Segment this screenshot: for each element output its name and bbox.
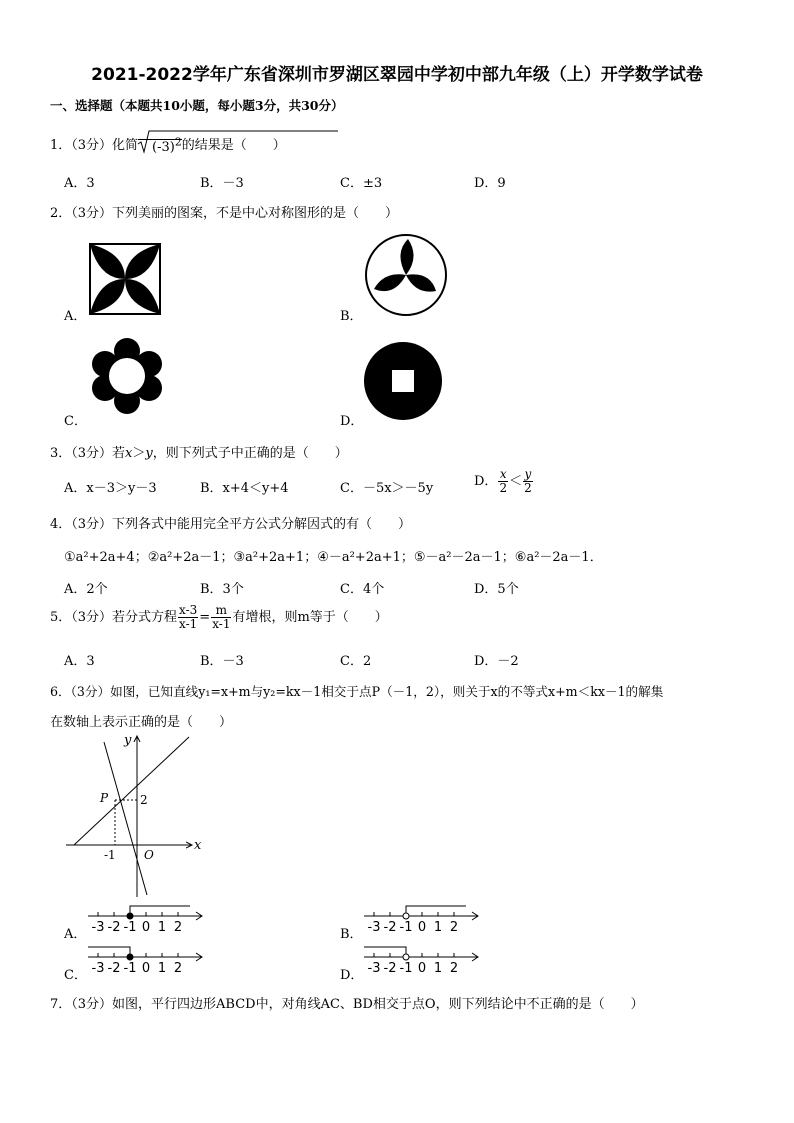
question-2: 2．（3分）下列美丽的图案，不是中心对称图形的是（ ）: [50, 206, 399, 221]
label-two: 2: [140, 793, 148, 807]
q2-option-b: B．: [340, 309, 363, 324]
label-x: x: [194, 838, 202, 853]
figure-a-four-petals: [89, 243, 161, 315]
q1-option-d: D．9: [474, 176, 506, 191]
solution-ray: [364, 947, 406, 957]
question-7: 7．（3分）如图，平行四边形ABCD中，对角线AC、BD相交于点O，则下列结论中不正确的是（ ）: [50, 997, 644, 1012]
question-6-line2: 在数轴上表示正确的是（ ）: [50, 715, 233, 730]
q4-option-d: D．5个: [474, 582, 519, 597]
q1-option-c: C．±3: [340, 176, 383, 191]
endpoint-dot: [127, 913, 133, 919]
question-5: [50, 604, 388, 631]
q6-option-c: C．: [64, 968, 87, 983]
frac-den: x-1: [212, 617, 231, 631]
q4-option-b: B．3个: [200, 582, 244, 597]
question-1: [50, 134, 286, 155]
solution-ray: [88, 947, 130, 957]
q3-gt: ＞: [132, 446, 146, 461]
q5-option-c: C．2: [340, 654, 372, 669]
tick-label: -2: [383, 961, 397, 976]
question-3: [50, 442, 348, 461]
frac-den: 2: [499, 481, 508, 495]
tick-label: 1: [157, 920, 167, 935]
q5-eq: =: [199, 610, 211, 625]
q3-option-d: [474, 468, 534, 495]
frac-num: x-3: [179, 603, 198, 617]
number-line-a: [88, 900, 208, 936]
q1-stem: 1．（3分）化简: [50, 138, 139, 153]
figure-c-flower: [88, 337, 166, 415]
tick-label: -2: [107, 961, 121, 976]
tick-label: 2: [173, 961, 183, 976]
tick-label: 0: [417, 920, 427, 935]
tick-label: -3: [91, 920, 105, 935]
fraction-2: [211, 604, 231, 631]
q3-post: ，则下列式子中正确的是（ ）: [152, 446, 348, 461]
q5-option-a: A．3: [64, 654, 95, 669]
q1-tail: 的结果是（ ）: [181, 138, 286, 153]
q6-graph: [64, 732, 214, 902]
q3-d-op: ＜: [509, 474, 523, 489]
question-4: 4．（3分）下列各式中能用完全平方公式分解因式的有（ ）: [50, 517, 412, 532]
figure-d-coin: [363, 341, 443, 421]
line-y2: [104, 742, 147, 895]
endpoint-dot: [403, 954, 409, 960]
q2-option-c: C．: [64, 414, 87, 429]
tick-label: 0: [417, 961, 427, 976]
figure-b-three-petals: [364, 233, 448, 317]
q4-expressions: ①a²+2a+4；②a²+2a－1；③a²+2a+1；④－a²+2a+1；⑤－a²－2a－1；⑥a²－2a－1．: [64, 550, 603, 565]
fraction-x-over-2: [498, 468, 508, 495]
q3-option-c: C．－5x＞－5y: [340, 481, 434, 496]
tick-label: 0: [141, 920, 151, 935]
solution-ray: [130, 906, 190, 916]
page-title: 2021-2022学年广东省深圳市罗湖区翠园中学初中部九年级（上）开学数学试卷: [91, 65, 703, 85]
q4-option-a: A．2个: [64, 582, 108, 597]
tick-label: -1: [399, 920, 413, 935]
number-line-c: [88, 941, 208, 977]
tick-label: 2: [449, 920, 459, 935]
q3-x: x: [125, 446, 133, 461]
label-origin: O: [144, 848, 154, 862]
frac-num: m: [211, 604, 231, 618]
sqrt-expression: [138, 136, 182, 155]
endpoint-dot: [403, 913, 409, 919]
line-y1: [74, 737, 189, 845]
q3-option-b: B．x+4＜y+4: [200, 481, 289, 496]
tick-label: 1: [433, 961, 443, 976]
q1-option-b: B．－3: [200, 176, 244, 191]
q1-option-a: A．3: [64, 176, 95, 191]
section-heading: 一、选择题（本题共10小题，每小题3分，共30分）: [50, 98, 344, 113]
frac-den: 2: [524, 481, 532, 495]
q5-option-b: B．－3: [200, 654, 244, 669]
tick-label: -3: [367, 961, 381, 976]
number-line-b: [364, 900, 484, 936]
frac-den: x-1: [179, 617, 198, 631]
tick-label: -2: [107, 920, 121, 935]
fraction-1: [178, 604, 198, 631]
label-y: y: [124, 733, 132, 748]
q6-option-b: B．: [340, 927, 363, 942]
tick-label: -3: [367, 920, 381, 935]
q5-post: 有增根，则m等于（ ）: [232, 610, 388, 625]
q2-option-d: D．: [340, 414, 364, 429]
tick-label: 0: [141, 961, 151, 976]
tick-label: -1: [123, 961, 137, 976]
fraction-y-over-2: [523, 468, 533, 495]
question-6-line1: 6．（3分）如图，已知直线y₁=x+m与y₂=kx－1相交于点P（－1，2），则关于x的不等式x+m＜kx－1的解集: [50, 684, 664, 699]
tick-label: -2: [383, 920, 397, 935]
q5-pre: 5．（3分）若分式方程: [50, 610, 178, 625]
q1-exponent: 2: [174, 135, 182, 149]
label-p: P: [100, 791, 109, 805]
q6-option-a: A．: [64, 927, 87, 942]
tick-label: -1: [123, 920, 137, 935]
tick-label: 1: [433, 920, 443, 935]
tick-label: -1: [399, 961, 413, 976]
tick-label: -3: [91, 961, 105, 976]
q3-pre: 3．（3分）若: [50, 446, 126, 461]
q4-option-c: C．4个: [340, 582, 385, 597]
q5-option-d: D．－2: [474, 654, 519, 669]
label-neg1: -1: [104, 848, 116, 862]
endpoint-dot: [127, 954, 133, 960]
frac-num: x: [499, 467, 507, 481]
tick-label: 1: [157, 961, 167, 976]
q2-option-a: A．: [64, 309, 87, 324]
tick-label: 2: [449, 961, 459, 976]
frac-num: y: [524, 467, 532, 481]
q1-radicand: (-3): [152, 140, 175, 156]
q3-option-a: A．x－3＞y－3: [64, 481, 157, 496]
q3-y: y: [145, 446, 153, 461]
q3-d-label: D．: [474, 474, 498, 489]
q6-option-d: D．: [340, 968, 364, 983]
solution-ray: [406, 906, 466, 916]
tick-label: 2: [173, 920, 183, 935]
number-line-d: [364, 941, 484, 977]
